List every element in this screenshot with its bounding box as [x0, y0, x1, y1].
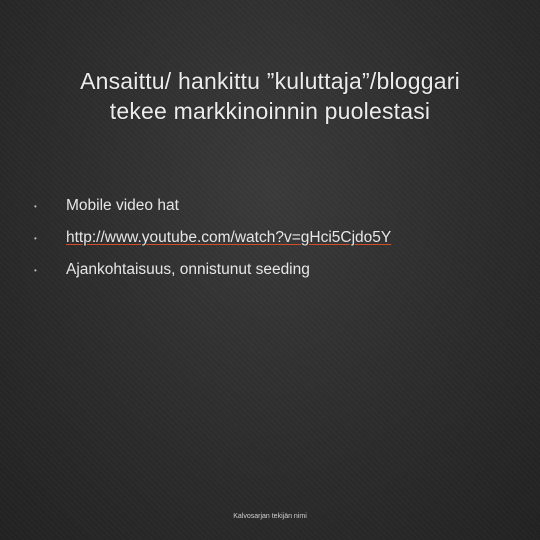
bullet-dot-icon: • — [34, 201, 37, 211]
bullet-dot-icon: • — [34, 233, 37, 243]
bullet-item-seeding — [34, 254, 514, 286]
youtube-link[interactable]: http://www.youtube.com/watch?v=gHci5Cjdo5Y — [66, 229, 392, 246]
slide-title-line-2: tekee markkinoinnin puolestasi — [109, 98, 431, 124]
slide-title — [30, 66, 510, 126]
bullet-list — [34, 190, 514, 286]
bullet-dot-icon: • — [34, 265, 37, 275]
bullet-text: Mobile video hat — [66, 197, 179, 214]
bullet-item-youtube-link — [34, 222, 514, 254]
bullet-item-mobile-video — [34, 190, 514, 222]
bullet-text: Ajankohtaisuus, onnistunut seeding — [66, 261, 310, 278]
slide-title-line-1: Ansaittu/ hankittu ”kuluttaja”/bloggari — [80, 68, 460, 94]
slide-footer: Kalvosarjan tekijän nimi — [233, 513, 307, 520]
